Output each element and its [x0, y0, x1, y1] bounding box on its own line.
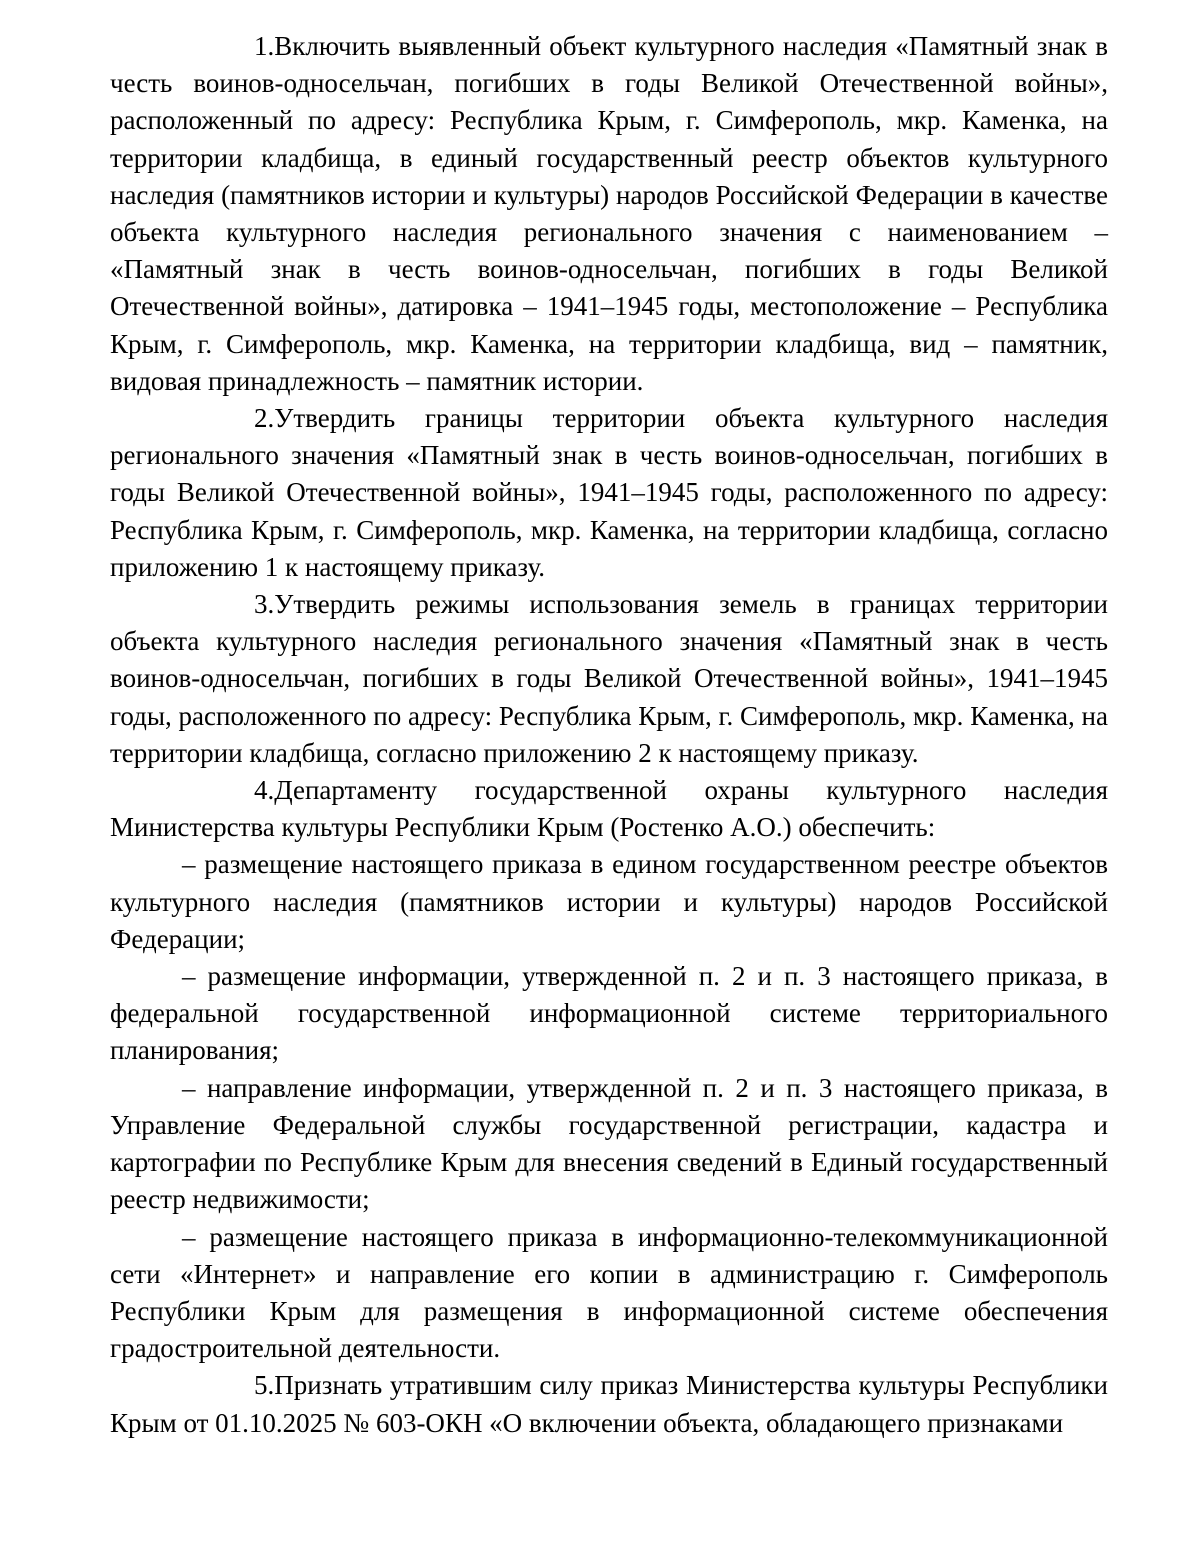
paragraph-4-item-3: [110, 1070, 1108, 1219]
paragraph-text: Утвердить режимы использования земель в границах территории объекта культурного наследия регионального значения «Памятный знак в честь воинов-односельчан, погибших в годы Великой Отечественной войны», 1941–1945 годы, расположенного по адресу: Республика Крым, г. Симферополь, мкр. Каменка, на территории кладбища, согласно приложению 2 к настоящему приказу.: [110, 589, 1108, 768]
paragraph-1: [110, 28, 1108, 400]
paragraph-text: Утвердить границы территории объекта культурного наследия регионального значения «Памятный знак в честь воинов-односельчан, погибших в годы Великой Отечественной войны», 1941–1945 годы, расположенного по адресу: Республика Крым, г. Симферополь, мкр. Каменка, на территории кладбища, согласно приложению 1 к настоящему приказу.: [110, 403, 1108, 582]
paragraph-number: 2.: [254, 403, 275, 434]
paragraph-number: 1.: [254, 31, 275, 61]
paragraph-4-item-4: [110, 1219, 1108, 1368]
paragraph-number: 5.: [254, 1370, 275, 1401]
paragraph-text: Включить выявленный объект культурного наследия «Памятный знак в честь воинов-односельчан, погибших в годы Великой Отечественной войны», расположенный по адресу: Республика Крым, г. Симферополь, мкр. Каменка, на территории кладбища, в единый государственный реестр объектов культурного наследия (памятников истории и культуры) народов Российской Федерации в качестве объекта культурного наследия регионального значения с наименованием – «Памятный знак в честь воинов-односельчан, погибших в годы Великой Отечественной войны», датировка – 1941–1945 годы, местоположение – Республика Крым, г. Симферополь, мкр. Каменка, на территории кладбища, вид – памятник, видовая принадлежность – памятник истории.: [110, 31, 1108, 396]
paragraph-number: 3.: [254, 589, 275, 620]
paragraph-number: 4.: [254, 775, 275, 806]
paragraph-text: – направление информации, утвержденной п. 2 и п. 3 настоящего приказа, в Управление Федеральной службы государственной регистрации, кадастра и картографии по Республике Крым для внесения сведений в Единый государственный реестр недвижимости;: [110, 1072, 1108, 1215]
paragraph-text: Признать утратившим силу приказ Министерства культуры Республики Крым от 01.10.2025 № 603-ОКН «О включении объекта, обладающего признаками: [110, 1370, 1108, 1438]
paragraph-2: [110, 400, 1108, 586]
paragraph-4-item-2: [110, 958, 1108, 1070]
paragraph-5: [110, 1367, 1108, 1441]
paragraph-4: [110, 772, 1108, 846]
paragraph-text: – размещение настоящего приказа в информационно-телекоммуникационной сети «Интернет» и направление его копии в администрацию г. Симферополь Республики Крым для размещения в информационной системе обеспечения градостроительной деятельности.: [110, 1221, 1108, 1364]
paragraph-4-item-1: [110, 846, 1108, 958]
paragraph-text: – размещение информации, утвержденной п. 2 и п. 3 настоящего приказа, в федеральной государственной информационной системе территориального планирования;: [110, 961, 1108, 1066]
paragraph-text: – размещение настоящего приказа в едином государственном реестре объектов культурного наследия (памятников истории и культуры) народов Российской Федерации;: [110, 849, 1108, 954]
paragraph-3: [110, 586, 1108, 772]
paragraph-text: Департаменту государственной охраны культурного наследия Министерства культуры Республики Крым (Ростенко А.О.) обеспечить:: [110, 775, 1108, 843]
document-page: [110, 28, 1108, 1442]
